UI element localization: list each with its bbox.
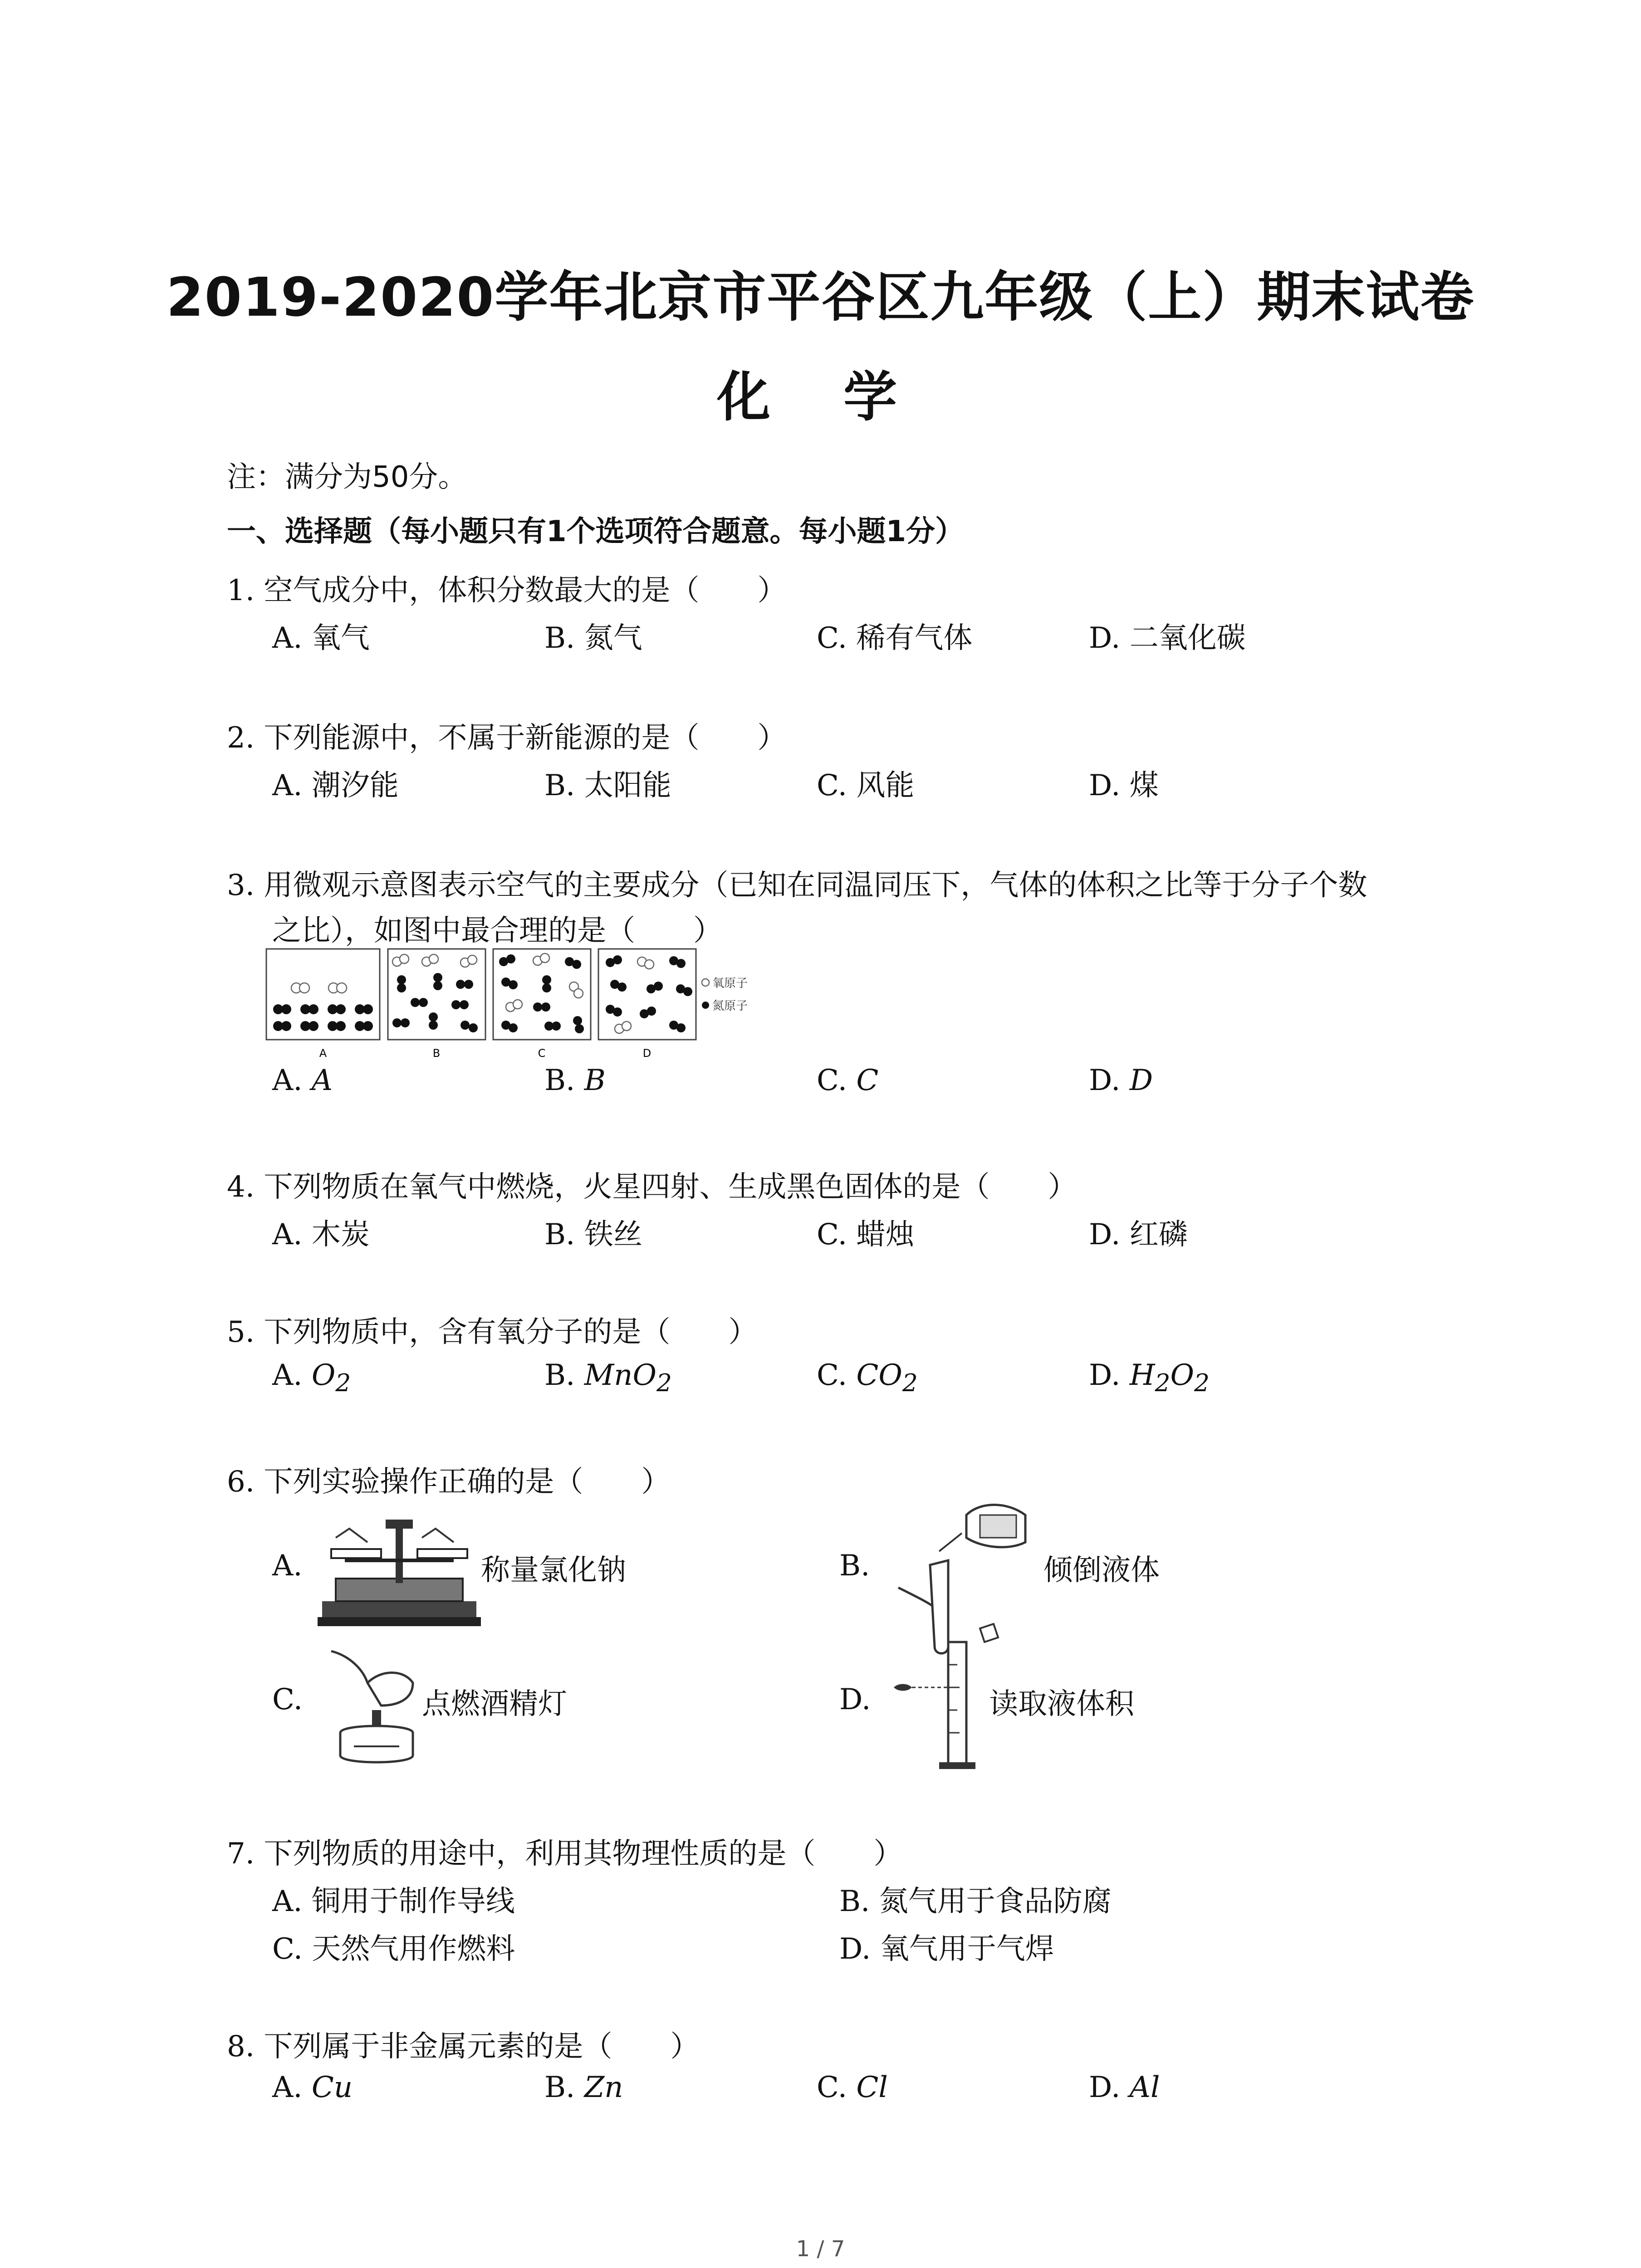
question-7-stem: 7. 下列物质的用途中，利用其物理性质的是（ ）: [227, 1837, 903, 1871]
q1-option-d: D. 二氧化碳: [1089, 621, 1246, 655]
q4-option-b: B. 铁丝: [544, 1218, 642, 1251]
question-3-stem-cont: 之比），如图中最合理的是（ ）: [272, 914, 722, 948]
subject-title: 化 学: [716, 366, 925, 428]
q6-caption-d: 读取液体积: [989, 1687, 1134, 1721]
panel-label-c: C: [538, 1047, 546, 1060]
question-2-stem: 2. 下列能源中，不属于新能源的是（ ）: [227, 721, 787, 755]
q5-option-a: A. $O_2$: [272, 1359, 351, 1397]
molecule-figure: [265, 948, 764, 1066]
question-5-stem: 5. 下列物质中，含有氧分子的是（ ）: [227, 1315, 758, 1349]
panel-label-b: B: [432, 1047, 441, 1060]
q5-option-d: D. $H_2O_2$: [1089, 1359, 1210, 1397]
alcohol-lamp-icon: [313, 1642, 426, 1769]
q7-option-a: A. 铜用于制作导线: [272, 1885, 515, 1918]
q4-option-d: D. 红磷: [1089, 1218, 1188, 1251]
q3-option-b: B. B: [544, 1064, 606, 1097]
q3-option-a: A. A: [272, 1064, 333, 1097]
question-1-stem: 1. 空气成分中，体积分数最大的是（ ）: [227, 574, 787, 607]
q6-option-a-letter: A.: [272, 1549, 303, 1583]
q5-option-b: B. MnO$_2$: [544, 1359, 672, 1397]
q2-option-a: A. 潮汐能: [272, 769, 399, 802]
q8-option-a: A. Cu: [272, 2071, 353, 2104]
panel-label-a: A: [319, 1047, 327, 1060]
legend-nitrogen-label: 氮原子: [712, 999, 748, 1013]
panel-label-d: D: [642, 1047, 652, 1060]
q2-option-c: C. 风能: [817, 769, 915, 802]
score-note: 注：满分为50分。: [227, 460, 467, 494]
page-title: 2019-2020学年北京市平谷区九年级（上）期末试卷: [166, 266, 1475, 328]
balance-scale-icon: [318, 1510, 481, 1628]
page-number: 1 / 7: [796, 2236, 845, 2262]
q6-option-b-letter: B.: [839, 1549, 870, 1583]
q6-option-d-letter: D.: [839, 1683, 871, 1716]
q3-option-d: D. D: [1089, 1064, 1153, 1097]
q4-option-c: C. 蜡烛: [817, 1218, 915, 1251]
legend-oxygen-label: 氧原子: [712, 977, 748, 990]
q2-option-d: D. 煤: [1089, 769, 1159, 802]
q7-option-b: B. 氮气用于食品防腐: [839, 1885, 1112, 1918]
q5-option-c: C. $CO_2$: [817, 1359, 918, 1397]
q7-option-c: C. 天然气用作燃料: [272, 1932, 515, 1966]
q6-caption-b: 倾倒液体: [1043, 1554, 1160, 1587]
q3-option-c: C. C: [817, 1064, 879, 1097]
q6-caption-a: 称量氯化钠: [481, 1554, 626, 1587]
question-3-stem: 3. 用微观示意图表示空气的主要成分（已知在同温同压下，气体的体积之比等于分子个数: [227, 869, 1367, 902]
q7-option-d: D. 氧气用于气焊: [839, 1932, 1054, 1966]
q8-option-d: D. Al: [1089, 2071, 1160, 2104]
q6-caption-c: 点燃酒精灯: [422, 1687, 567, 1721]
q4-option-a: A. 木炭: [272, 1218, 370, 1251]
graduated-cylinder-icon: [885, 1637, 989, 1774]
q2-option-b: B. 太阳能: [544, 769, 671, 802]
legend-oxygen-marker: [702, 979, 709, 986]
q1-option-b: B. 氮气: [544, 621, 642, 655]
question-4-stem: 4. 下列物质在氧气中燃烧，火星四射、生成黑色固体的是（ ）: [227, 1170, 1077, 1204]
question-6-stem: 6. 下列实验操作正确的是（ ）: [227, 1465, 671, 1499]
section-heading: 一、选择题（每小题只有1个选项符合题意。每小题1分）: [227, 515, 965, 548]
q1-option-a: A. 氧气: [272, 621, 370, 655]
q1-option-c: C. 稀有气体: [817, 621, 973, 655]
q6-option-c-letter: C.: [272, 1683, 303, 1716]
legend-nitrogen-marker: [702, 1002, 709, 1009]
q8-option-c: C. Cl: [817, 2071, 888, 2104]
q8-option-b: B. Zn: [544, 2071, 623, 2104]
question-8-stem: 8. 下列属于非金属元素的是（ ）: [227, 2030, 700, 2063]
